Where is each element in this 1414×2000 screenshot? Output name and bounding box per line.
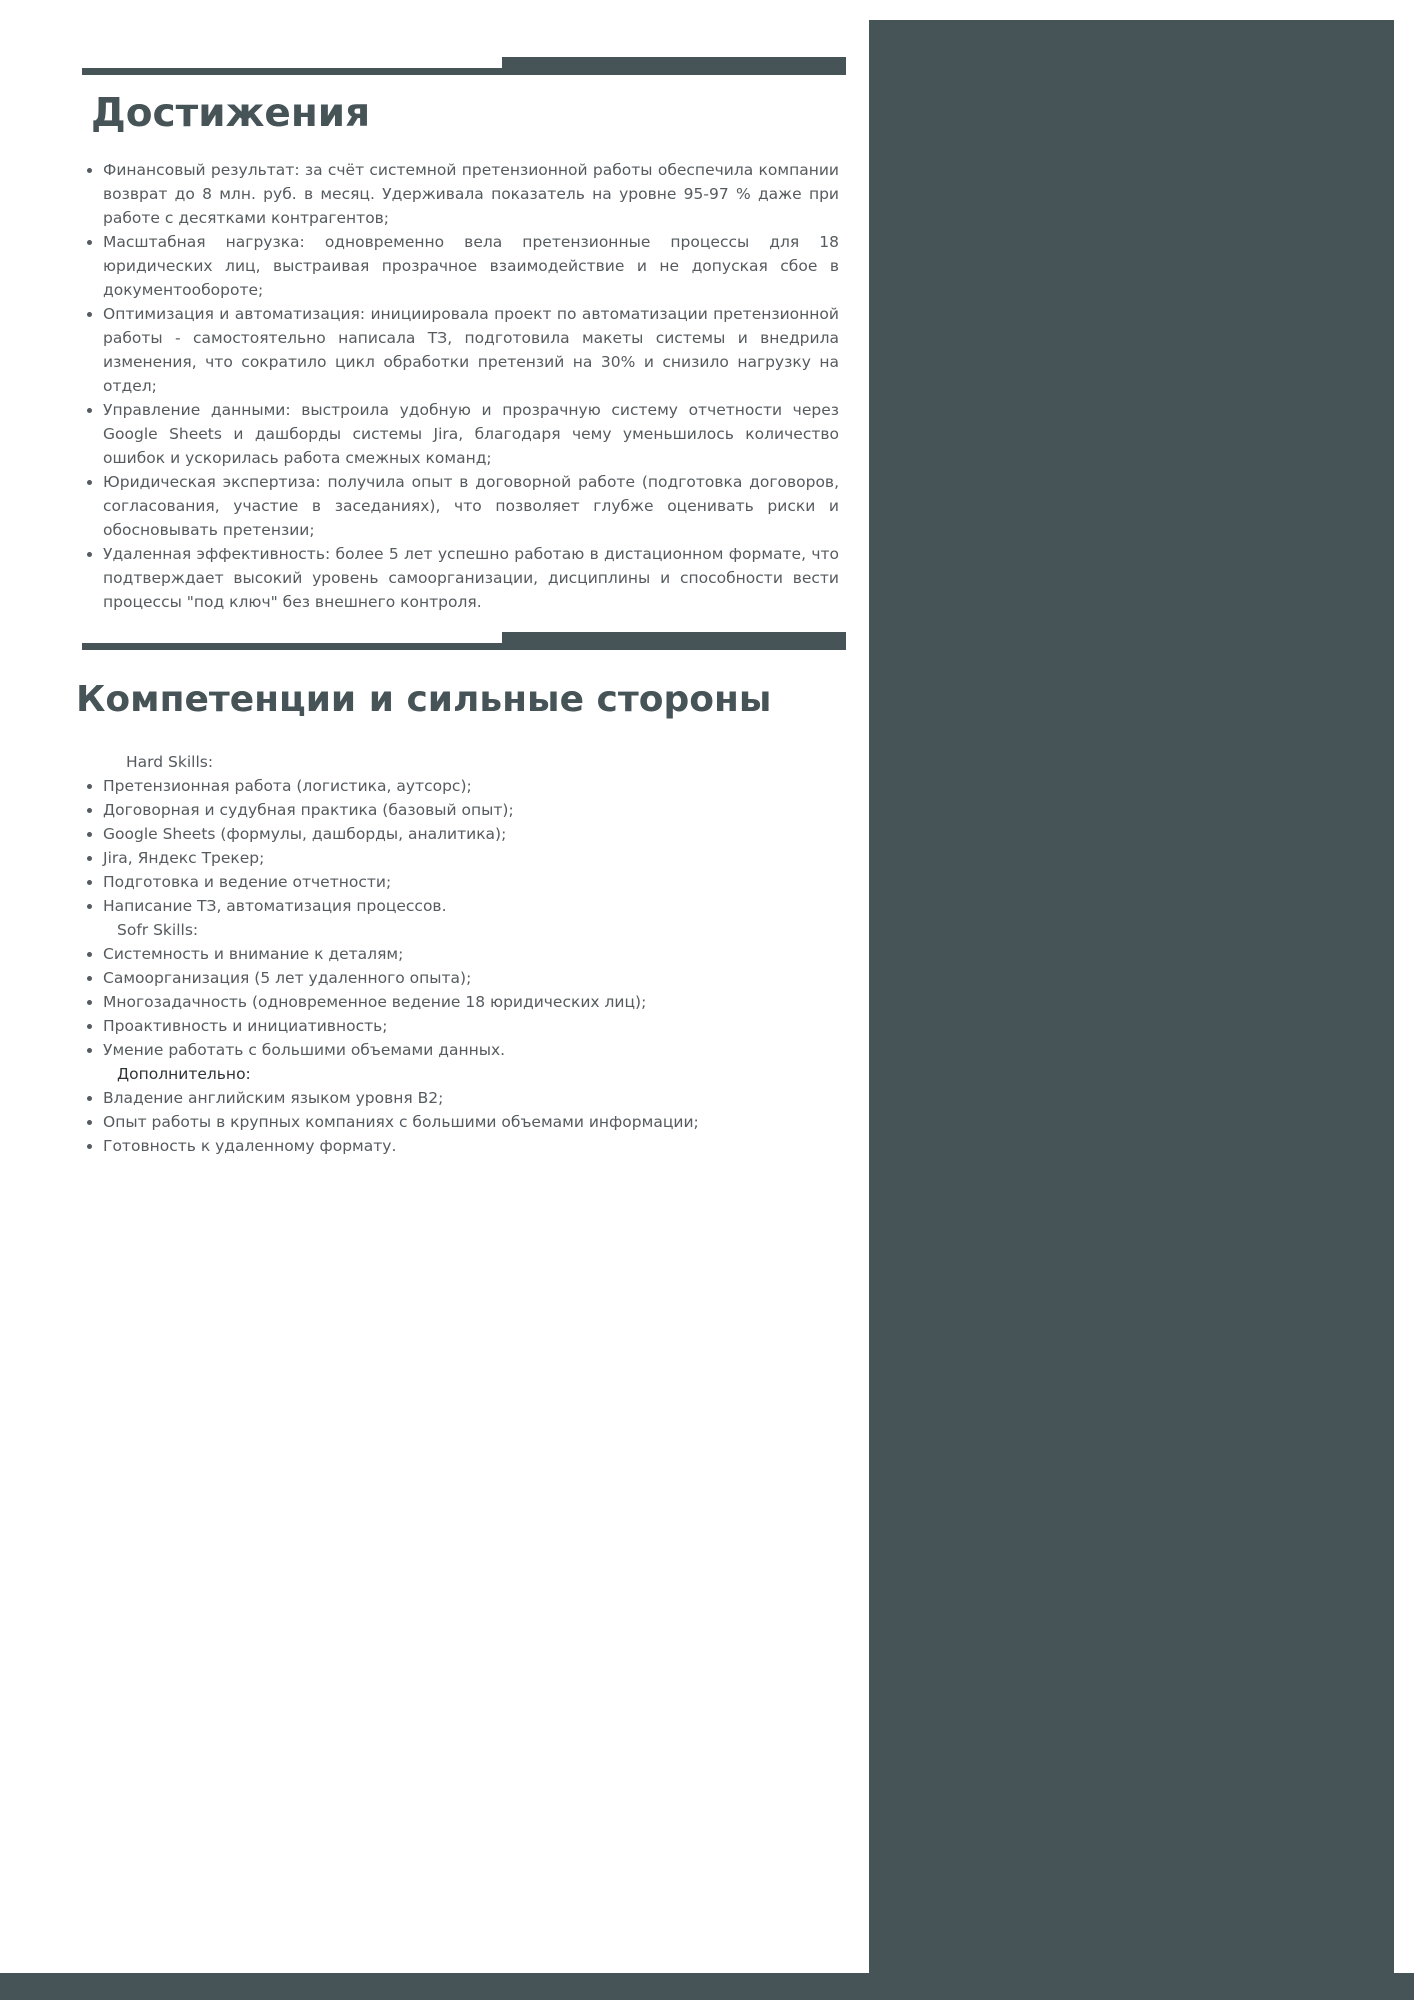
soft-skill-item: • Многозадачность (одновременное ведение 18 юридических лиц); <box>103 990 838 1014</box>
achievement-item: • Финансовый результат: за счёт системной претензионной работы обеспечила компании возврат до 8 млн. руб. в месяц. Удерживала показатель на уровне 95-97 % даже при работе с десятками контрагентов; <box>103 158 839 230</box>
achievement-item: • Управление данными: выстроила удобную и прозрачную систему отчетности через Google Sheets и дашборды системы Jira, благодаря чему уменьшилось количество ошибок и ускорилась работа смежных команд; <box>103 398 839 470</box>
additional-list <box>78 1086 838 1158</box>
soft-skill-item: • Системность и внимание к деталям; <box>103 942 838 966</box>
achievements-title: Достижения <box>91 91 371 136</box>
achievement-item: • Удаленная эффективность: более 5 лет успешно работаю в дистационном формате, что подтверждает высокий уровень самоорганизации, дисциплины и способности вести процессы "под ключ" без внешнего контроля. <box>103 542 839 614</box>
achievements-list <box>78 158 839 614</box>
section-divider <box>82 632 846 650</box>
skills-section <box>78 750 838 1158</box>
soft-skill-item: • Умение работать с большими объемами данных. <box>103 1038 838 1062</box>
soft-skill-item: • Проактивность и инициативность; <box>103 1014 838 1038</box>
soft-skills-label: Sofr Skills: <box>117 921 199 939</box>
soft-skill-item: • Самоорганизация (5 лет удаленного опыта); <box>103 966 838 990</box>
divider-thick-block <box>502 57 846 75</box>
additional-item: • Готовность к удаленному формату. <box>103 1134 838 1158</box>
soft-skills-list <box>78 942 838 1062</box>
hard-skills-label: Hard Skills: <box>126 753 214 771</box>
section-divider <box>82 57 846 75</box>
hard-skill-item: • Договорная и судубная практика (базовый опыт); <box>103 798 838 822</box>
hard-skill-item: • Написание ТЗ, автоматизация процессов. <box>103 894 838 918</box>
skills-title: Компетенции и сильные стороны <box>76 679 772 720</box>
hard-skill-item: • Jira, Яндекс Трекер; <box>103 846 838 870</box>
achievement-item: • Оптимизация и автоматизация: инициировала проект по автоматизации претензионной работы - самостоятельно написала ТЗ, подготовила макеты системы и внедрила изменения, что сократило цикл обработки претензий на 30% и снизило нагрузку на отдел; <box>103 302 839 398</box>
achievement-item: • Масштабная нагрузка: одновременно вела претензионные процессы для 18 юридических лиц, выстраивая прозрачное взаимодействие и не допуская сбое в документообороте; <box>103 230 839 302</box>
sidebar-panel <box>869 20 1394 1973</box>
additional-item: • Опыт работы в крупных компаниях с большими объемами информации; <box>103 1110 838 1134</box>
hard-skill-item: • Претензионная работа (логистика, аутсорс); <box>103 774 838 798</box>
achievement-item: • Юридическая экспертиза: получила опыт в договорной работе (подготовка договоров, согласования, участие в заседаниях), что позволяет глубже оценивать риски и обосновывать претензии; <box>103 470 839 542</box>
hard-skills-list <box>78 774 838 918</box>
hard-skill-item: • Подготовка и ведение отчетности; <box>103 870 838 894</box>
additional-item: • Владение английским языком уровня B2; <box>103 1086 838 1110</box>
divider-thick-block <box>502 632 846 650</box>
hard-skill-item: • Google Sheets (формулы, дашборды, аналитика); <box>103 822 838 846</box>
footer-bar <box>0 1973 1414 2000</box>
additional-label: Дополнительно: <box>117 1065 251 1083</box>
